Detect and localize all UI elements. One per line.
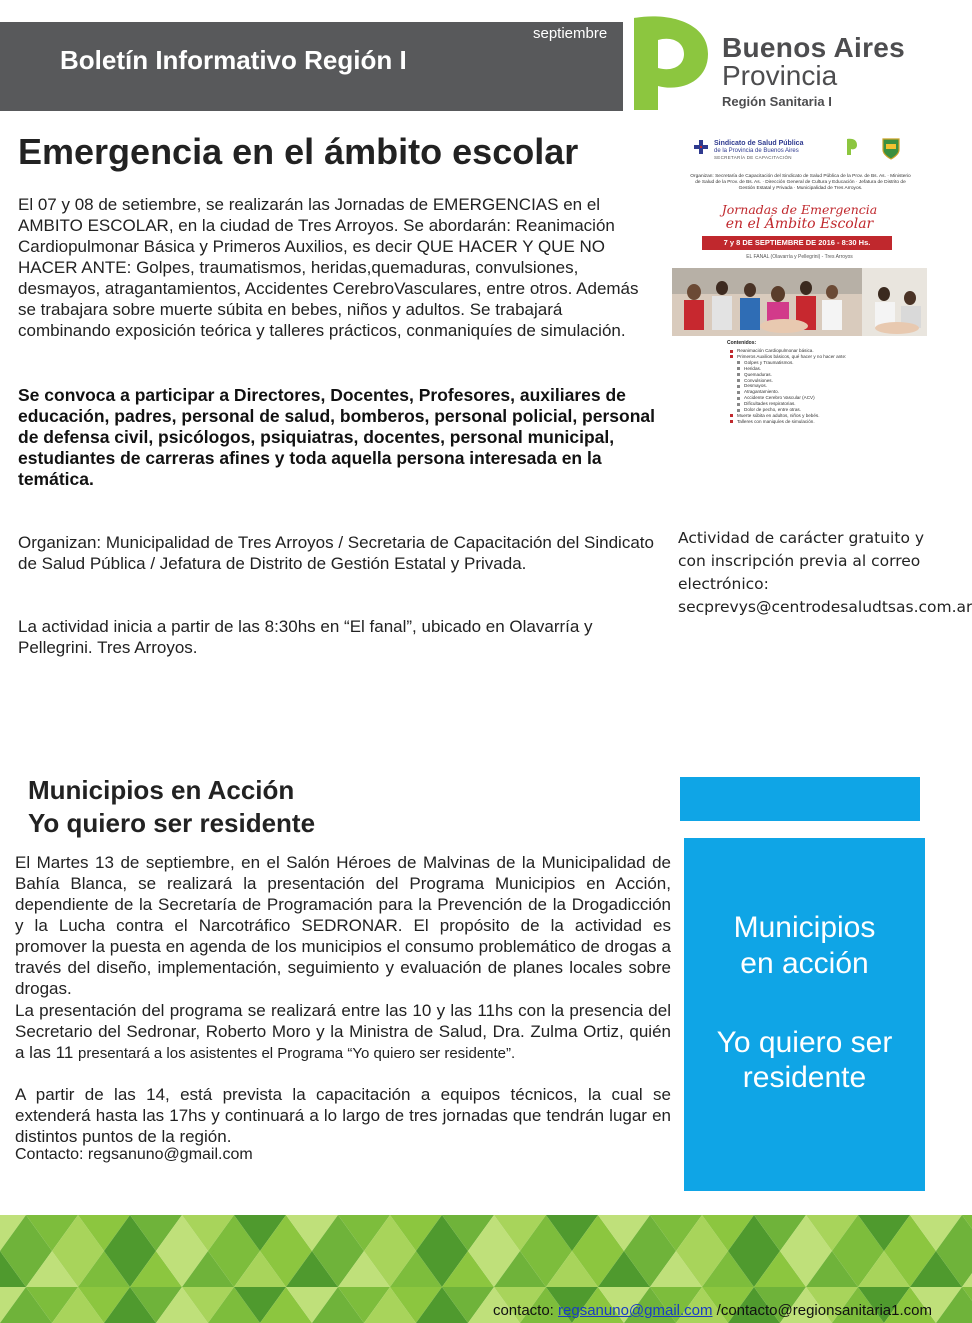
footer-email-link[interactable]: regsanuno@gmail.com xyxy=(558,1302,713,1319)
article2-paragraph-1: El Martes 13 de septiembre, en el Salón Héroes de Malvinas de la Municipalidad de Bahía Blanca, se realizará la presentación del Programa Municipios en Acción, dependiente de la Secretaría de Programación para la Prevención de la Drogadicción y la Lucha contra el Narcotráfico SEDRONAR. El propósito de la actividad es promover la puesta en agenda de los municipios el consumo problemático de drogas a través del diseño, implementación, seguimiento y evaluación de planes locales sobre drogas. xyxy=(15,853,671,998)
article2-title-1: Municipios en Acción xyxy=(28,775,295,805)
article2-paragraph-3: A partir de las 14, está prevista la capacitación a equipos técnicos, la cual se extenderá hasta las 17hs y continuará a lo largo de tres jornadas que tendrán lugar en distintos puntos de la región. xyxy=(15,1085,671,1146)
flyer-org-name-3: SECRETARÍA DE CAPACITACIÓN xyxy=(714,155,792,160)
flyer-content-item: Muerte súbita en adultos, niños y bebés. xyxy=(730,413,920,419)
flyer-title-1: Jornadas de Emergencia xyxy=(721,202,878,217)
blue-banner-strip xyxy=(680,777,920,821)
flyer-contents-title: Contenidos: xyxy=(727,340,757,346)
callout-line-3: Yo quiero ser xyxy=(716,1026,893,1059)
flyer-content-item: Reanimación Cardiopulmonar básica. xyxy=(730,348,920,354)
flyer-content-item: Heridas. xyxy=(730,366,920,372)
flyer-org-name-1: Sindicato de Salud Pública xyxy=(714,140,804,147)
flyer-content-item: Quemaduras. xyxy=(730,372,920,378)
flyer-content-item: Desmayos. xyxy=(730,383,920,389)
bulletin-title: Boletín Informativo Región I xyxy=(60,45,407,75)
municipal-shield-icon xyxy=(882,138,900,160)
flyer-date: 7 y 8 DE SEPTIEMBRE DE 2016 - 8:30 Hs. xyxy=(702,236,892,250)
article2-paragraph-2 xyxy=(15,1000,671,1064)
callout-line-2: en acción xyxy=(740,947,869,980)
footer-rest: /contacto@regionsanitaria1.com xyxy=(712,1302,932,1319)
flyer-content-item: Talleres con maniquíes de simulación. xyxy=(730,419,920,425)
flyer-contents-list xyxy=(730,348,920,425)
flyer-content-item: Dificultades respiratorias. xyxy=(730,401,920,407)
article2-paragraph-2a: La presentación del programa se realizará entre las 10 y las 11hs con la presencia del Secretario del Sedronar, Roberto Moro y la Ministra de Salud, Dra. Zulma Ortiz, quién a las 11 xyxy=(15,1001,671,1062)
cross-icon xyxy=(694,140,708,154)
flyer-content-item: Golpes y Traumatismos. xyxy=(730,360,920,366)
flyer-organizers: Organizan: Secretaría de Capacitación del Sindicato de Salud Pública de la Prov. de Bs. As. · Ministerio de Salud de la Prov. de Bs. As. · Dirección General de Cultura y Educación · Jefatura de Distrito de Gestión Estatal y Privada · Municipalidad de Tres Arroyos. xyxy=(690,174,911,191)
flyer-content-item: Atragantamiento. xyxy=(730,389,920,395)
blue-callout-box xyxy=(684,838,925,1191)
training-photo-icon xyxy=(672,268,927,336)
article2-paragraph-2b: presentará a los asistentes el Programa “Yo quiero ser residente”. xyxy=(78,1045,516,1062)
article1-paragraph-1: El 07 y 08 de setiembre, se realizarán las Jornadas de EMERGENCIAS en el AMBITO ESCOLAR, en la ciudad de Tres Arroyos. Se abordarán: Reanimación Cardiopulmonar Básica y Primeros Auxilios, es decir QUE HACER Y QUE NO HACER ANTE: Golpes, traumatismos, heridas,quemaduras, convulsiones, desmayos, atragantamientos, Accidentes CerebroVasculares, entre otros. Además se trabajara sobre muerte súbita en bebes, niños y adultos. Se trabajará combinando exposición teórica y talleres prácticos, conmaniquíes de simulación. xyxy=(18,195,639,340)
callout-line-1: Municipios xyxy=(733,911,876,944)
footer-prefix: contacto: xyxy=(492,1302,559,1319)
article1-title: Emergencia en el ámbito escolar xyxy=(18,131,579,172)
flyer-content-item: Dolor de pecho, entre otras. xyxy=(730,407,920,413)
callout-line-4: residente xyxy=(742,1061,867,1094)
event-flyer xyxy=(672,122,927,444)
article1-paragraph-2: Se convoca a participar a Directores, Docentes, Profesores, auxiliares de educación, padres, personal de salud, bomberos, personal policial, personal de defensa civil, psicólogos, psiquiatras, docentes, personal municipal, estudiantes de carreras afines y toda aquella persona interesada en la temática. xyxy=(18,385,655,489)
flyer-content-item: Primeros Auxilios básicos, qué hacer y no hacer ante: xyxy=(730,354,920,360)
flyer-org-name-2: de la Provincia de Buenos Aires xyxy=(714,148,799,154)
province-p-logo-icon xyxy=(628,14,710,112)
registration-note: Actividad de carácter gratuito y con inscripción previa al correo electrónico: secprevys@centrodesaludtsas.com.ar xyxy=(678,529,972,616)
flyer-logos xyxy=(692,134,922,168)
article2-title-2: Yo quiero ser residente xyxy=(28,808,316,838)
flyer-venue: EL FANAL (Olavarría y Pellegrini) - Tres Arroyos xyxy=(746,254,853,260)
logo-region: Región Sanitaria I xyxy=(722,94,832,109)
province-p-small-icon xyxy=(846,138,858,156)
article2-contact: Contacto: regsanuno@gmail.com xyxy=(15,1146,253,1163)
logo-provincia: Provincia xyxy=(722,60,838,91)
footer-contact xyxy=(493,1302,932,1319)
article1-paragraph-3: Organizan: Municipalidad de Tres Arroyos / Secretaria de Capacitación del Sindicato de Salud Pública / Jefatura de Distrito de Gestión Estatal y Privada. xyxy=(18,533,654,573)
flyer-content-item: Convulsiones. xyxy=(730,378,920,384)
flyer-title-2: en el Ámbito Escolar xyxy=(725,216,874,232)
logo-buenos-aires: Buenos Aires xyxy=(722,32,906,63)
article1-paragraph-4: La actividad inicia a partir de las 8:30hs en “El fanal”, ubicado en Olavarría y Pellegrini. Tres Arroyos. xyxy=(18,617,593,657)
flyer-content-item: Accidente Cerebro Vascular (ACV) xyxy=(730,395,920,401)
bulletin-month: septiembre xyxy=(533,25,608,42)
